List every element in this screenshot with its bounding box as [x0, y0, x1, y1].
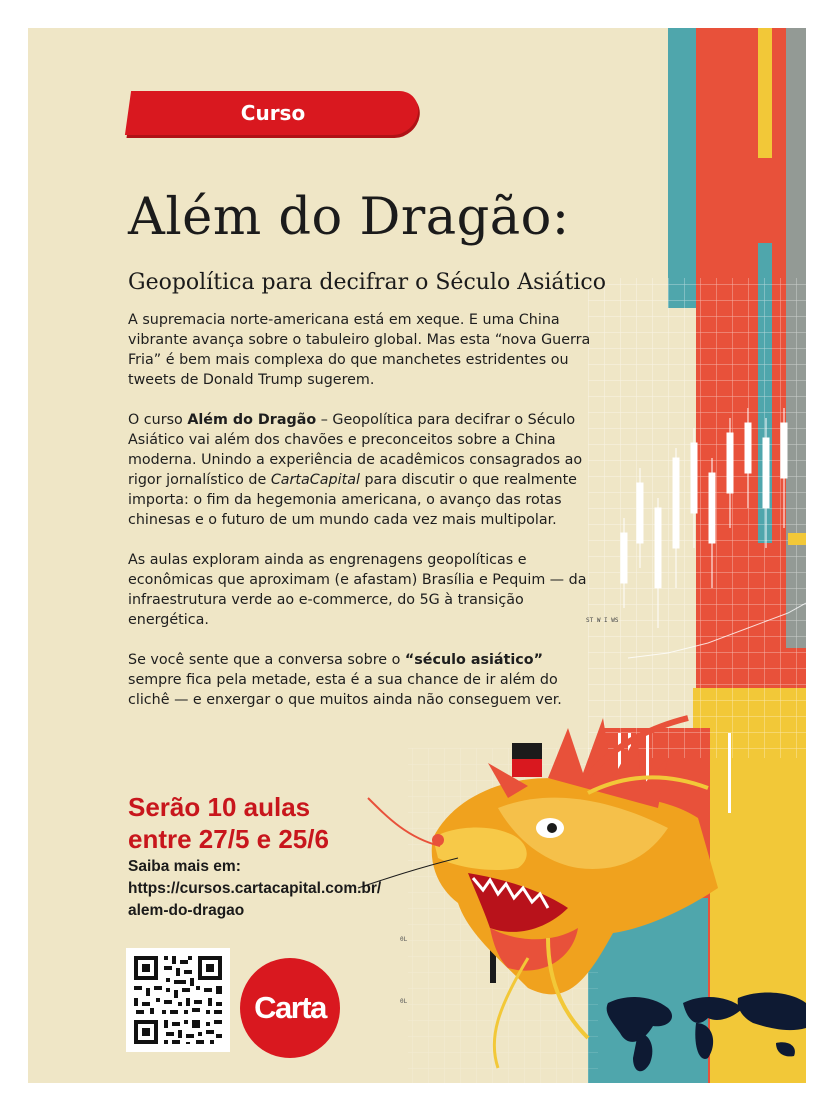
paragraph-topics: As aulas exploram ainda as engrenagens geopolíticas e econômicas que aproximam (e afastam) Brasília e Pequim — da infraestrutura verde ao e-commerce, do 5G à transição energética. — [128, 552, 587, 628]
paragraph-closing-text: Se você sente que a conversa sobre o — [128, 652, 405, 668]
course-url-line-2[interactable]: alem-do-dragao — [128, 902, 245, 919]
course-date-range: entre 27/5 e 25/6 — [128, 824, 329, 854]
paragraph-closing — [128, 650, 598, 710]
paragraph-course — [128, 410, 598, 530]
grid-overlay — [588, 278, 806, 758]
paragraph-course-text-2: – Geopolítica para decifrar o Século Asiático vai além dos chavões e preconceitos sobre a China moderna. Unindo a experiência de acadêmicos consagrados ao rigor jornalístico de — [128, 412, 583, 488]
carta-logo-text: Carta — [254, 990, 326, 1025]
red-box — [512, 759, 542, 777]
course-lessons-count: Serão 10 aulas — [128, 792, 311, 822]
teal-stripe — [668, 28, 698, 308]
yellow-stripe — [758, 28, 772, 158]
paragraph-course-text: O curso — [128, 412, 188, 428]
qr-code-icon — [126, 948, 230, 1052]
publication-name: CartaCapital — [270, 472, 360, 488]
more-info — [128, 856, 381, 922]
more-info-label: Saiba mais em: — [128, 858, 241, 875]
tick-label-2: 0L — [400, 998, 408, 1005]
course-name: Além do Dragão — [187, 412, 317, 428]
tick-label-1: 0L — [400, 936, 408, 943]
paragraph-intro: A supremacia norte-americana está em xeque. E uma China vibrante avança sobre o tabuleiro global. Mas esta “nova Guerra Fria” é bem mais complexa do que manchetes estridentes ou tweets de Donald Trump sugerem. — [128, 312, 591, 388]
black-box — [512, 743, 542, 759]
poster — [28, 28, 806, 1083]
qr-code[interactable] — [126, 948, 230, 1052]
body-copy — [128, 310, 598, 730]
paragraph-course-text-3: para discutir o que realmente importa: o fim da hegemonia americana, o avanço das rotas chinesas e o futuro de um mundo cada vez mais multipolar. — [128, 472, 577, 528]
course-url-line-1[interactable]: https://cursos.cartacapital.com.br/ — [128, 880, 382, 897]
course-badge-label: Curso — [240, 101, 306, 125]
paragraph-closing-text-2: sempre fica pela metade, esta é a sua chance de ir além do clichê — e enxergar o que muitos ainda não conseguem ver. — [128, 672, 562, 708]
page-title: Além do Dragão: — [128, 188, 570, 247]
page-subtitle: Geopolítica para decifrar o Século Asiático — [128, 270, 606, 295]
closing-highlight: “século asiático” — [404, 652, 543, 668]
chart-label: ST W I WS — [586, 617, 619, 624]
course-dates — [128, 791, 329, 855]
